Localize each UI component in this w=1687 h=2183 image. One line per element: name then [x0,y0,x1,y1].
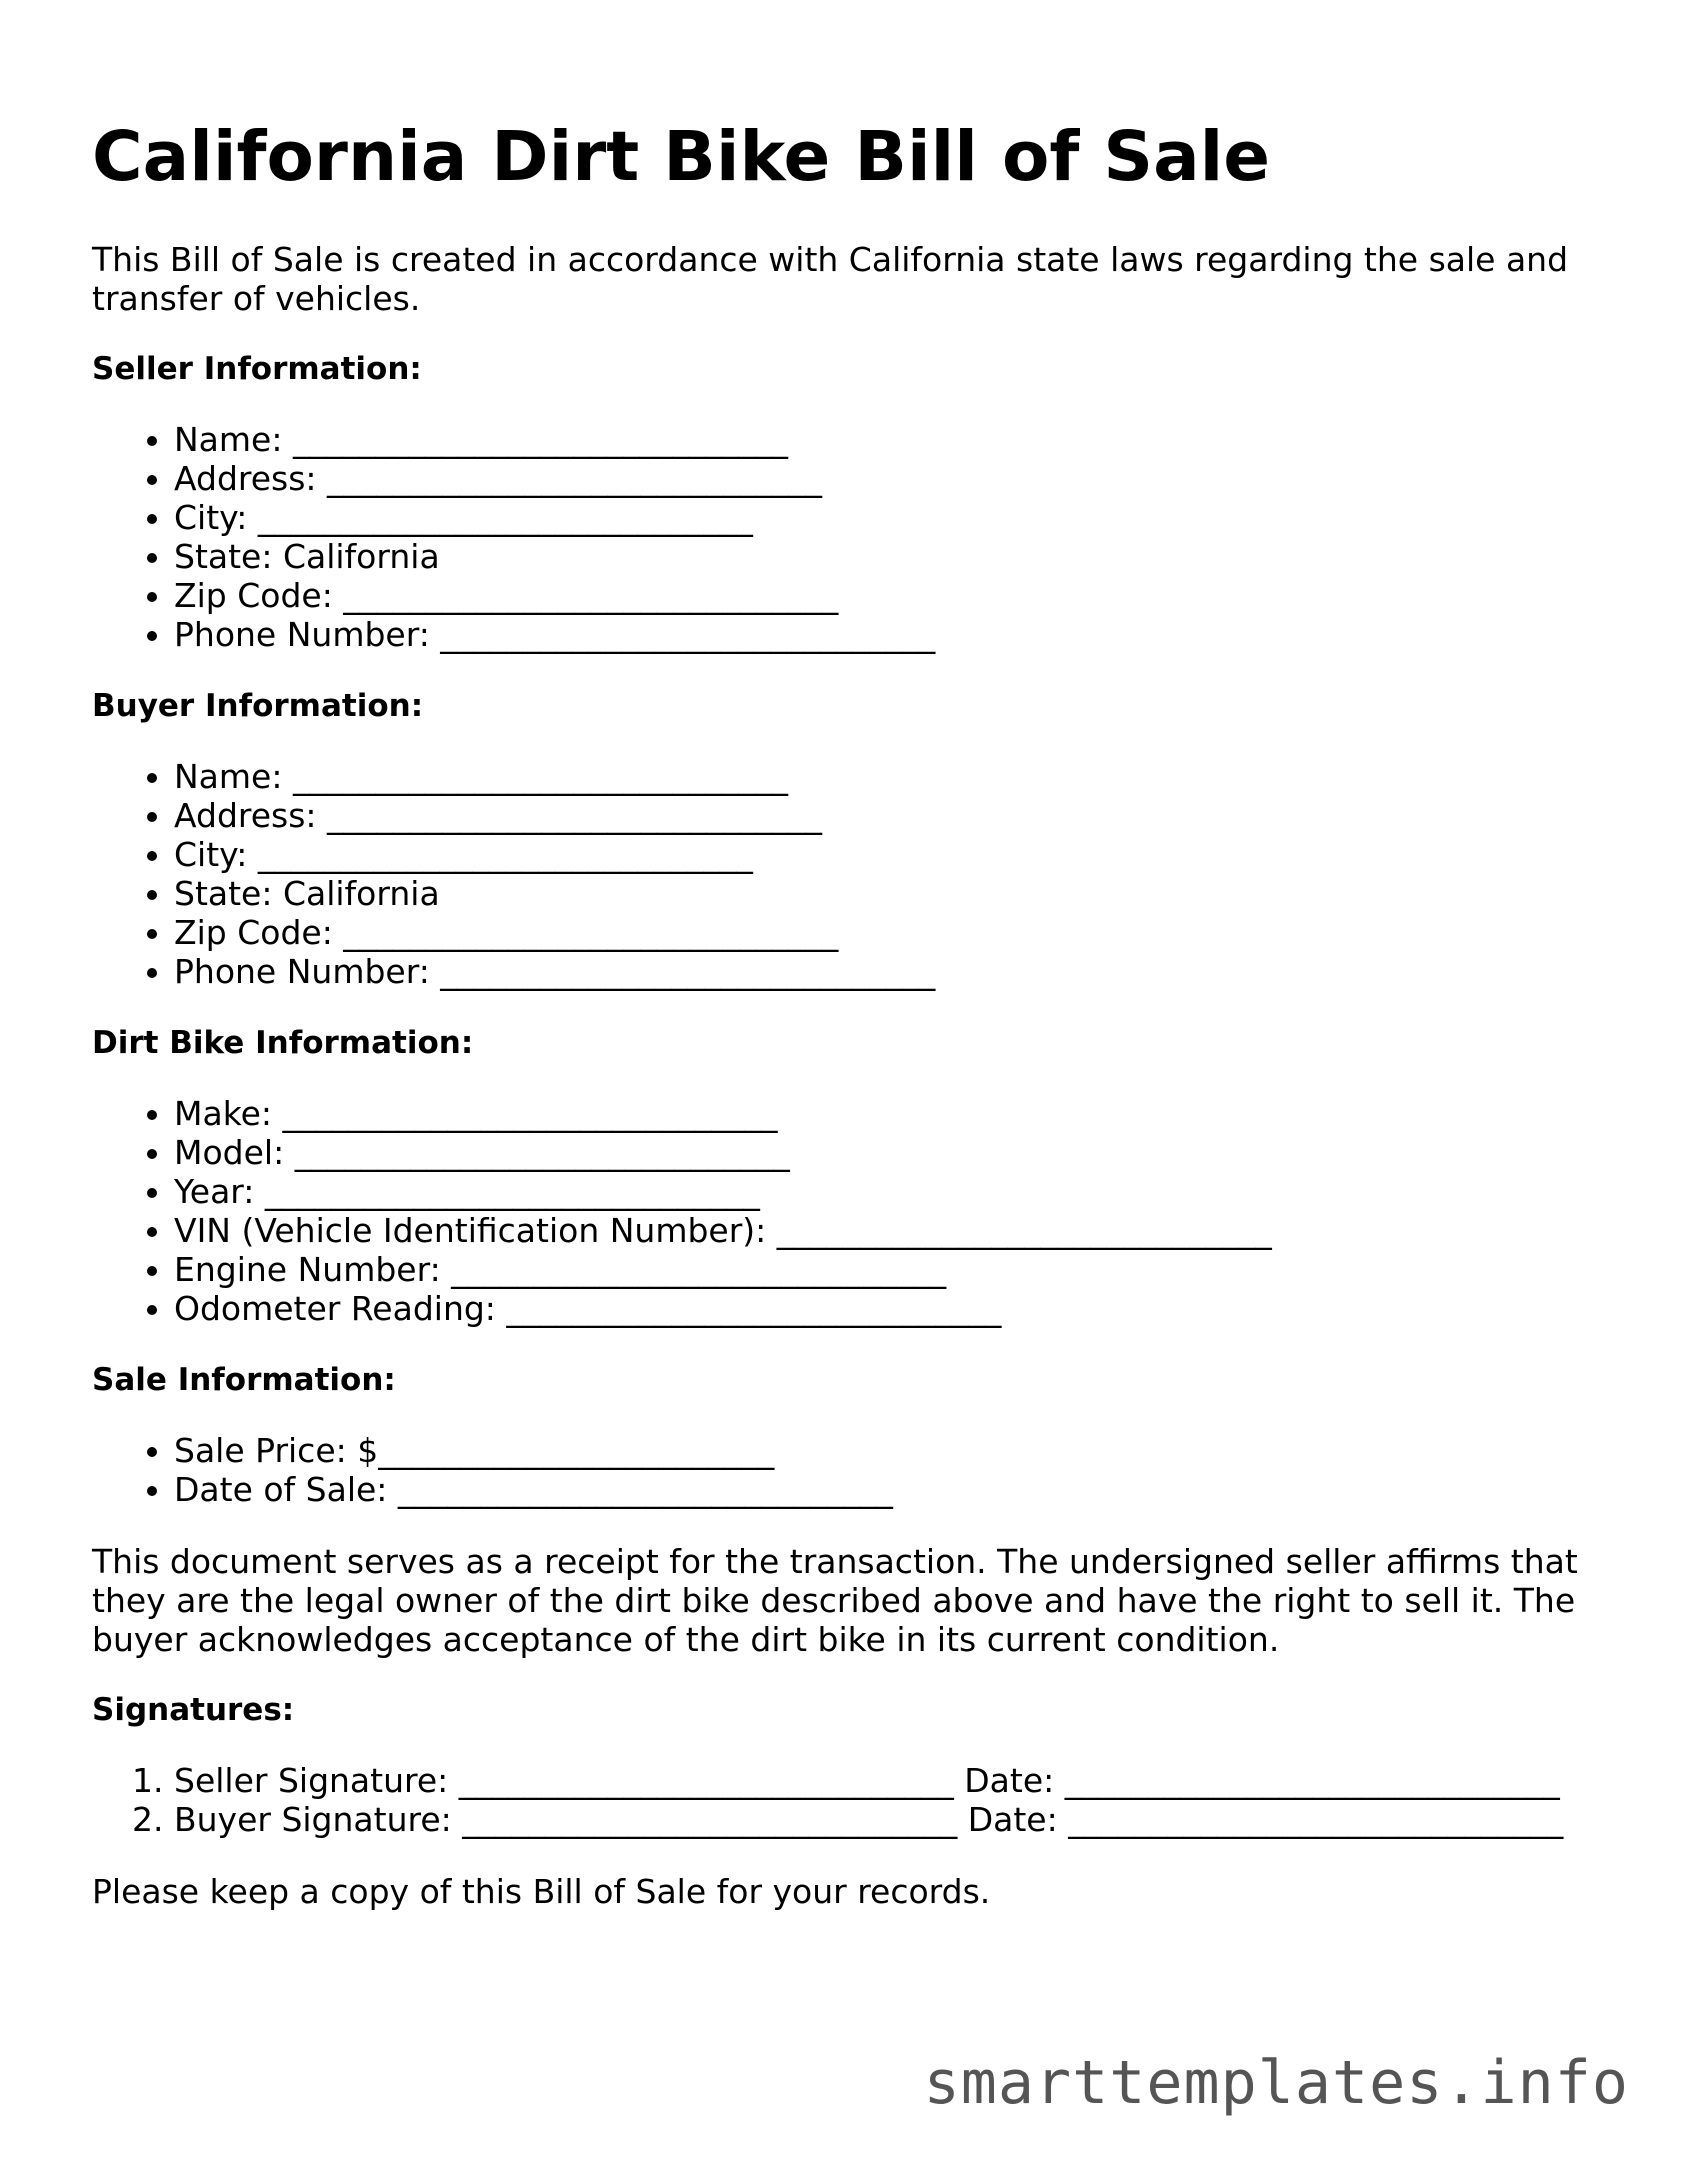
buyer-name-item: • Name: ______________________________ [174,757,1612,796]
bike-model-item: • Model: ______________________________ [174,1133,1612,1172]
seller-state-item: • State: California [174,537,1612,576]
document-title: California Dirt Bike Bill of Sale [92,117,1271,197]
seller-signature-item: 1. Seller Signature: ______________________________ Date: ______________________________ [174,1761,1612,1800]
seller-address-item: • Address: ______________________________ [174,459,1612,498]
buyer-address-item: • Address: ______________________________ [174,796,1612,835]
bike-list [92,1094,1612,1328]
buyer-heading: Buyer Information: [92,688,424,724]
signatures-heading: Signatures: [92,1692,295,1728]
bike-vin-item: • VIN (Vehicle Identification Number): ______________________________ [174,1211,1612,1250]
bike-make-item: • Make: ______________________________ [174,1094,1612,1133]
signatures-list [92,1761,1612,1839]
bike-heading: Dirt Bike Information: [92,1025,474,1061]
buyer-city-item: • City: ______________________________ [174,835,1612,874]
seller-zip-item: • Zip Code: ______________________________ [174,576,1612,615]
receipt-paragraph: This document serves as a receipt for the transaction. The undersigned seller affirms that they are the legal owner of the dirt bike described above and have the right to sell it. The buyer acknowledges acceptance of the dirt bike in its current condition. [92,1542,1578,1659]
buyer-state-item: • State: California [174,874,1612,913]
buyer-signature-item: 2. Buyer Signature: ______________________________ Date: ______________________________ [174,1800,1612,1839]
sale-heading: Sale Information: [92,1362,396,1398]
seller-list [92,420,1612,654]
intro-paragraph: This Bill of Sale is created in accordance with California state laws regarding the sale and transfer of vehicles. [92,240,1569,318]
seller-name-item: • Name: ______________________________ [174,420,1612,459]
bike-year-item: • Year: ______________________________ [174,1172,1612,1211]
buyer-list [92,757,1612,991]
buyer-zip-item: • Zip Code: ______________________________ [174,913,1612,952]
buyer-phone-item: • Phone Number: ______________________________ [174,952,1612,991]
bike-odometer-item: • Odometer Reading: ______________________________ [174,1289,1612,1328]
document-page [92,112,1612,1943]
seller-phone-item: • Phone Number: ______________________________ [174,615,1612,654]
sale-date-item: • Date of Sale: ______________________________ [174,1470,1612,1509]
watermark: smarttemplates.info [923,2048,1629,2118]
bike-engine-item: • Engine Number: ______________________________ [174,1250,1612,1289]
seller-heading: Seller Information: [92,351,422,387]
sale-list [92,1431,1612,1509]
seller-city-item: • City: ______________________________ [174,498,1612,537]
closing-paragraph: Please keep a copy of this Bill of Sale for your records. [92,1872,991,1911]
sale-price-item: • Sale Price: $________________________ [174,1431,1612,1470]
